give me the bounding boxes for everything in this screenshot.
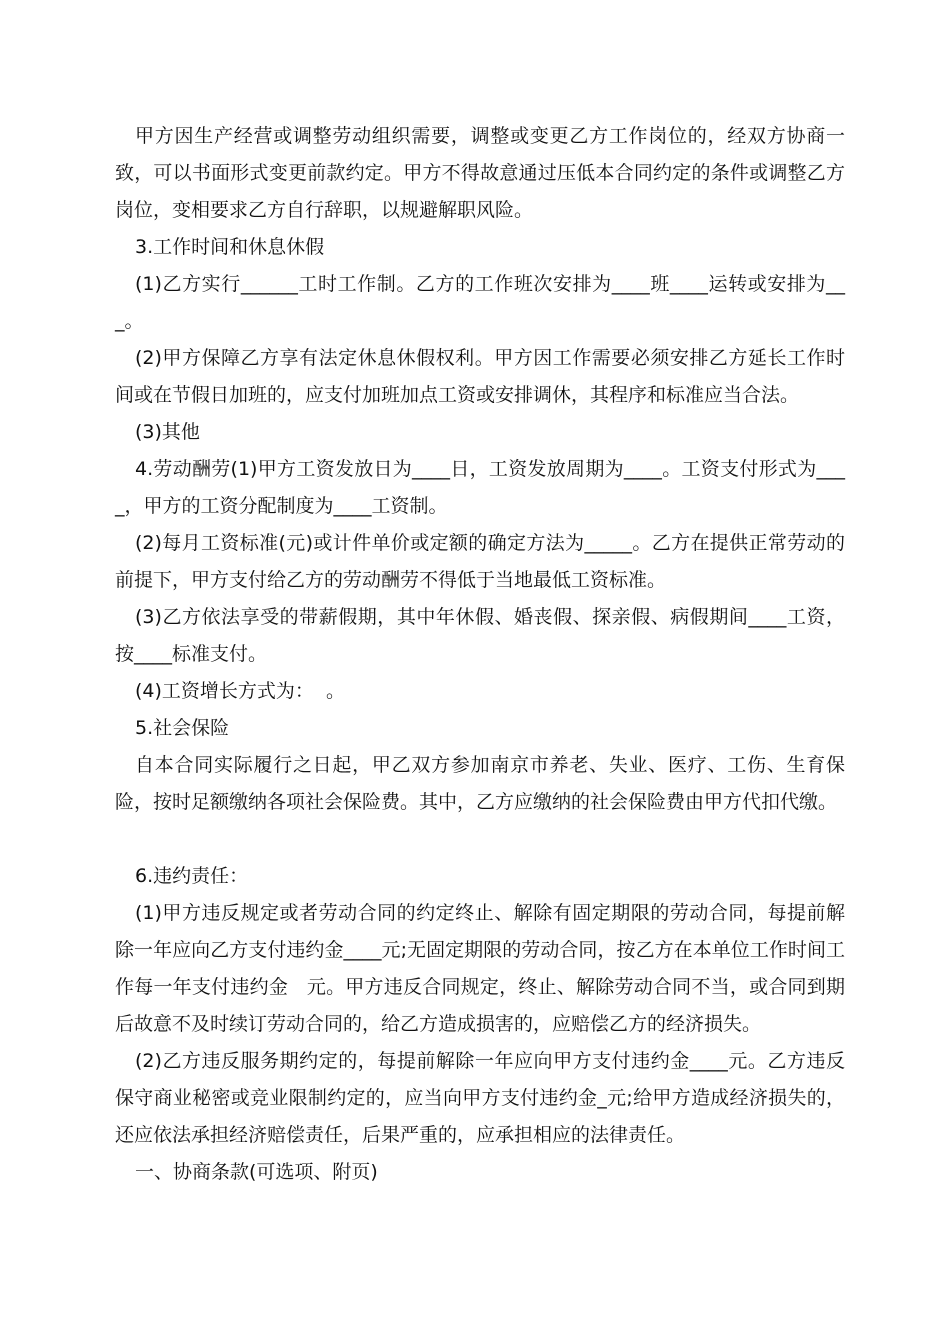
clause-paid-leave: (3)乙方依法享受的带薪假期，其中年休假、婚丧假、探亲假、病假期间____工资，按____标准支付。	[115, 606, 845, 665]
section-heading-social-insurance: 5.社会保险	[135, 717, 230, 739]
section-heading-negotiated-terms: 一、协商条款(可选项、附页)	[135, 1161, 378, 1183]
section-heading-liability: 6.违约责任：	[135, 865, 249, 887]
blank-line	[115, 821, 845, 858]
clause-salary-payment: 4.劳动酬劳(1)甲方工资发放日为____日，工资发放周期为____。工资支付形式为____，甲方的工资分配制度为____工资制。	[115, 458, 845, 517]
paragraph-position-change: 甲方因生产经营或调整劳动组织需要，调整或变更乙方工作岗位的，经双方协商一致，可以书面形式变更前款约定。甲方不得故意通过压低本合同约定的条件或调整乙方岗位，变相要求乙方自行辞职，以规避解职风险。	[115, 125, 845, 221]
contract-body	[115, 118, 845, 1191]
section-heading-work-hours: 3.工作时间和休息休假	[135, 236, 325, 258]
clause-employee-liability: (2)乙方违反服务期约定的，每提前解除一年应向甲方支付违约金____元。乙方违反保守商业秘密或竞业限制约定的，应当向甲方支付违约金_元;给甲方造成经济损失的，还应依法承担经济赔偿责任，后果严重的，应承担相应的法律责任。	[115, 1050, 845, 1146]
paragraph-social-insurance: 自本合同实际履行之日起，甲乙双方参加南京市养老、失业、医疗、工伤、生育保险，按时足额缴纳各项社会保险费。其中，乙方应缴纳的社会保险费由甲方代扣代缴。	[115, 754, 845, 813]
clause-salary-standard: (2)每月工资标准(元)或计件单价或定额的确定方法为_____。乙方在提供正常劳动的前提下，甲方支付给乙方的劳动酬劳不得低于当地最低工资标准。	[115, 532, 845, 591]
clause-other: (3)其他	[135, 421, 200, 443]
clause-employer-liability: (1)甲方违反规定或者劳动合同的约定终止、解除有固定期限的劳动合同，每提前解除一年应向乙方支付违约金____元;无固定期限的劳动合同，按乙方在本单位工作时间工作每一年支付违约金 元。甲方违反合同规定，终止、解除劳动合同不当，或合同到期后故意不及时续订劳动合同的，给乙方造成损害的，应赔偿乙方的经济损失。	[115, 902, 845, 1035]
clause-salary-growth: (4)工资增长方式为： 。	[135, 680, 345, 702]
clause-rest-and-overtime: (2)甲方保障乙方享有法定休息休假权利。甲方因工作需要必须安排乙方延长工作时间或在节假日加班的，应支付加班加点工资或安排调休，其程序和标准应当合法。	[115, 347, 845, 406]
clause-working-hours-system: (1)乙方实行______工时工作制。乙方的工作班次安排为____班____运转或安排为___。	[115, 273, 845, 332]
